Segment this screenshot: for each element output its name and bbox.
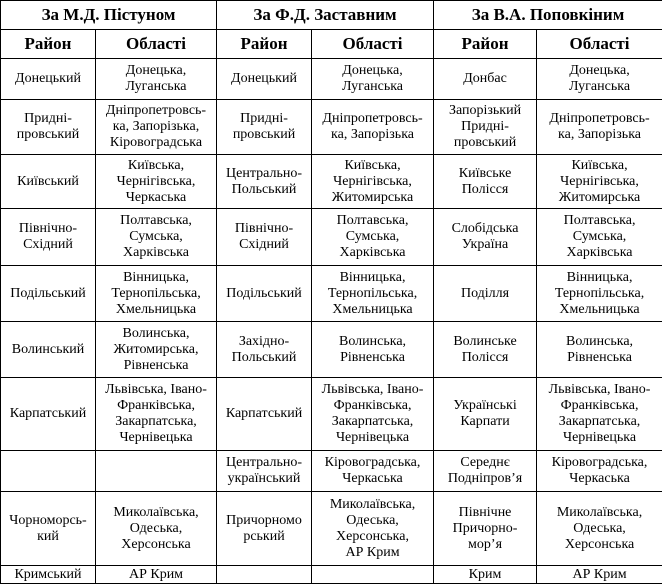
oblasts-cell: Миколаївська, Одеська, Херсонська xyxy=(96,492,217,566)
district-cell: Українські Карпати xyxy=(434,378,537,451)
table-row xyxy=(1,451,662,492)
district-cell: Північно- Східний xyxy=(217,209,312,266)
district-cell: Київський xyxy=(1,155,96,209)
oblasts-cell: Дніпропетровсь- ка, Запорізька, Кіровоградська xyxy=(96,100,217,155)
oblasts-cell: Київська, Чернігівська, Черкаська xyxy=(96,155,217,209)
oblasts-cell: Львівська, Івано- Франківська, Закарпатська, Чернівецька xyxy=(537,378,662,451)
district-cell: Донбас xyxy=(434,59,537,100)
district-cell: Київське Полісся xyxy=(434,155,537,209)
oblasts-cell: Донецька, Луганська xyxy=(96,59,217,100)
district-cell: Західно- Польський xyxy=(217,322,312,378)
oblasts-cell: Дніпропетровсь- ка, Запорізька xyxy=(312,100,434,155)
district-cell: Волинське Полісся xyxy=(434,322,537,378)
district-cell: Карпатський xyxy=(1,378,96,451)
table-row xyxy=(1,378,662,451)
oblasts-cell: Вінницька, Тернопільська, Хмельницька xyxy=(537,266,662,322)
oblasts-cell: Полтавська, Сумська, Харківська xyxy=(312,209,434,266)
table-row xyxy=(1,59,662,100)
oblasts-cell: Волинська, Рівненська xyxy=(537,322,662,378)
oblasts-header: Області xyxy=(96,30,217,59)
oblasts-cell: Вінницька, Тернопільська, Хмельницька xyxy=(96,266,217,322)
district-cell: Крим xyxy=(434,566,537,584)
oblasts-cell: Кіровоградська, Черкаська xyxy=(312,451,434,492)
district-cell: Слобідська Україна xyxy=(434,209,537,266)
district-cell: Подільський xyxy=(217,266,312,322)
district-cell: Поділля xyxy=(434,266,537,322)
oblasts-cell: Миколаївська, Одеська, Херсонська, АР Крим xyxy=(312,492,434,566)
oblasts-cell xyxy=(96,451,217,492)
oblasts-cell: Донецька, Луганська xyxy=(312,59,434,100)
oblasts-cell: Волинська, Рівненська xyxy=(312,322,434,378)
district-cell: Придні- провський xyxy=(217,100,312,155)
oblasts-cell: Донецька, Луганська xyxy=(537,59,662,100)
oblasts-cell: Вінницька, Тернопільська, Хмельницька xyxy=(312,266,434,322)
district-cell: Запорізький Придні- провський xyxy=(434,100,537,155)
oblasts-header: Області xyxy=(312,30,434,59)
district-cell: Подільський xyxy=(1,266,96,322)
author-header-pistun: За М.Д. Пістуном xyxy=(1,1,217,30)
district-cell xyxy=(1,451,96,492)
oblasts-cell: Київська, Чернігівська, Житомирська xyxy=(537,155,662,209)
district-header: Район xyxy=(1,30,96,59)
oblasts-cell: АР Крим xyxy=(96,566,217,584)
district-cell: Середнє Подніпров’я xyxy=(434,451,537,492)
district-cell: Північно- Східний xyxy=(1,209,96,266)
oblasts-cell: Львівська, Івано- Франківська, Закарпатська, Чернівецька xyxy=(96,378,217,451)
oblasts-cell: Київська, Чернігівська, Житомирська xyxy=(312,155,434,209)
district-cell: Волинський xyxy=(1,322,96,378)
author-header-popovkin: За В.А. Поповкіним xyxy=(434,1,662,30)
oblasts-cell: Полтавська, Сумська, Харківська xyxy=(537,209,662,266)
oblasts-cell: Дніпропетровсь- ка, Запорізька xyxy=(537,100,662,155)
author-header-zastavnyi: За Ф.Д. Заставним xyxy=(217,1,434,30)
oblasts-header: Області xyxy=(537,30,662,59)
oblasts-cell: Кіровоградська, Черкаська xyxy=(537,451,662,492)
district-header: Район xyxy=(217,30,312,59)
district-cell: Центрально- український xyxy=(217,451,312,492)
oblasts-cell: АР Крим xyxy=(537,566,662,584)
district-cell: Донецький xyxy=(217,59,312,100)
district-header: Район xyxy=(434,30,537,59)
oblasts-cell: Полтавська, Сумська, Харківська xyxy=(96,209,217,266)
table-row xyxy=(1,492,662,566)
table-row xyxy=(1,155,662,209)
oblasts-cell: Львівська, Івано- Франківська, Закарпатська, Чернівецька xyxy=(312,378,434,451)
oblasts-cell: Волинська, Житомирська, Рівненська xyxy=(96,322,217,378)
district-cell: Причорномо рський xyxy=(217,492,312,566)
district-cell: Карпатський xyxy=(217,378,312,451)
oblasts-cell xyxy=(312,566,434,584)
district-cell: Центрально- Польський xyxy=(217,155,312,209)
column-header-row xyxy=(1,30,662,59)
author-header-row xyxy=(1,1,662,30)
table-row xyxy=(1,322,662,378)
district-cell: Північне Причорно- мор’я xyxy=(434,492,537,566)
table-row xyxy=(1,100,662,155)
district-cell: Кримський xyxy=(1,566,96,584)
district-cell: Придні- провський xyxy=(1,100,96,155)
table-row xyxy=(1,209,662,266)
district-cell: Донецький xyxy=(1,59,96,100)
oblasts-cell: Миколаївська, Одеська, Херсонська xyxy=(537,492,662,566)
district-cell xyxy=(217,566,312,584)
table-row xyxy=(1,266,662,322)
district-cell: Чорноморсь- кий xyxy=(1,492,96,566)
table-row xyxy=(1,566,662,584)
